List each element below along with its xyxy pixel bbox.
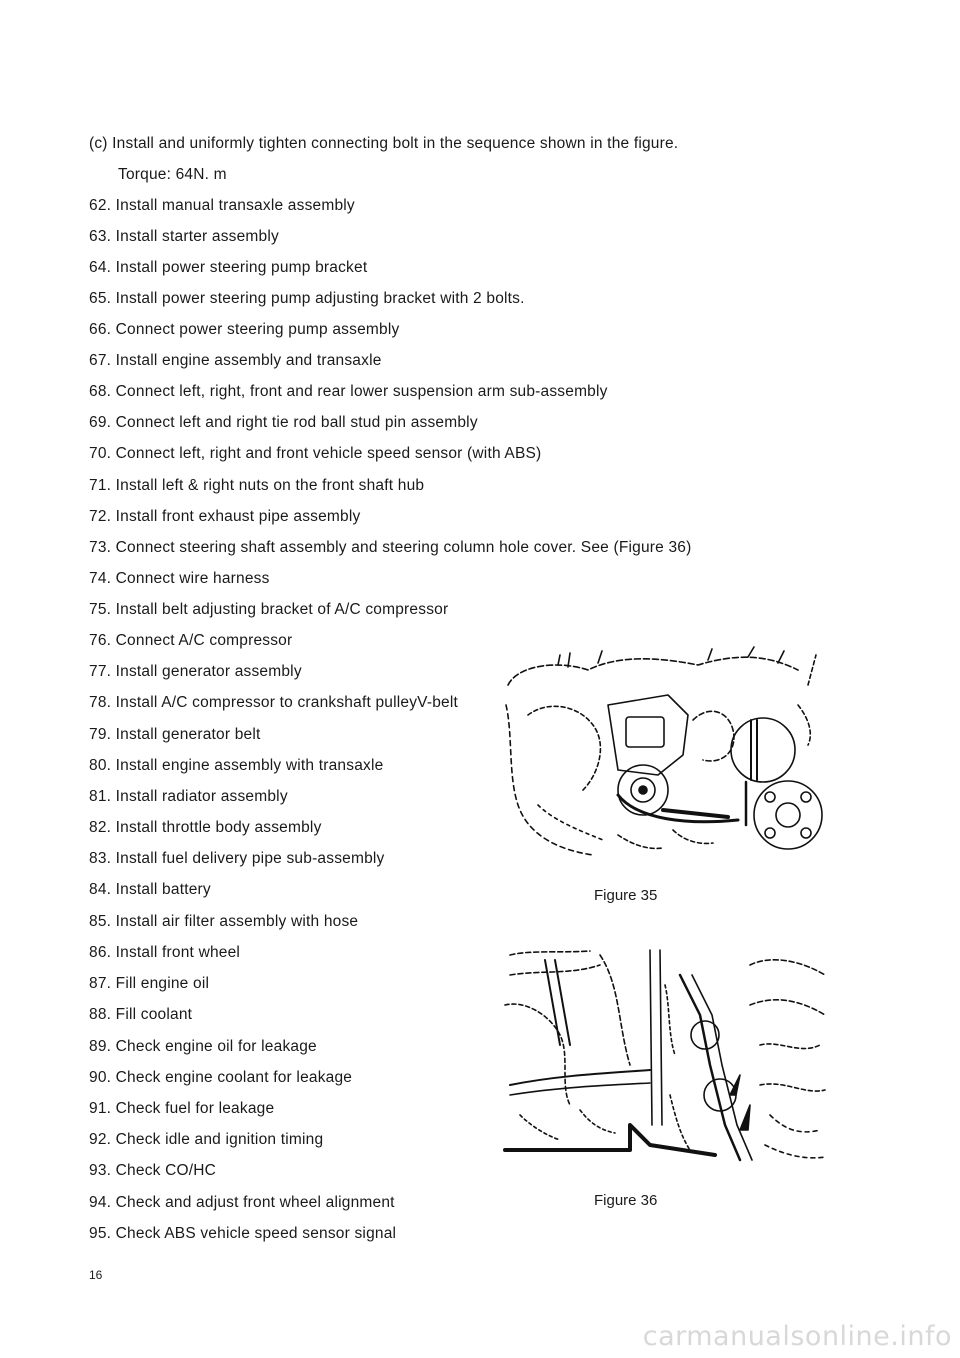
step-95: 95. Check ABS vehicle speed sensor signal [89, 1225, 397, 1242]
step-70: 70. Connect left, right and front vehicle speed sensor (with ABS) [89, 445, 542, 462]
step-67: 67. Install engine assembly and transaxle [89, 352, 382, 369]
step-83: 83. Install fuel delivery pipe sub-assembly [89, 850, 385, 867]
step-75: 75. Install belt adjusting bracket of A/C compressor [89, 601, 449, 618]
step-77: 77. Install generator assembly [89, 663, 302, 680]
step-76: 76. Connect A/C compressor [89, 632, 293, 649]
page-number: 16 [89, 1268, 103, 1282]
step-68: 68. Connect left, right, front and rear lower suspension arm sub-assembly [89, 383, 608, 400]
step-93: 93. Check CO/HC [89, 1162, 217, 1179]
step-89: 89. Check engine oil for leakage [89, 1038, 317, 1055]
step-79: 79. Install generator belt [89, 726, 261, 743]
step-87: 87. Fill engine oil [89, 975, 210, 992]
step-88: 88. Fill coolant [89, 1006, 193, 1023]
figure-35-illustration [498, 645, 828, 865]
step-71: 71. Install left & right nuts on the front shaft hub [89, 477, 425, 494]
step-69: 69. Connect left and right tie rod ball stud pin assembly [89, 414, 478, 431]
step-94: 94. Check and adjust front wheel alignment [89, 1194, 395, 1211]
figure-36-illustration [500, 945, 830, 1175]
step-91: 91. Check fuel for leakage [89, 1100, 275, 1117]
torque-spec: Torque: 64N. m [118, 166, 227, 183]
step-90: 90. Check engine coolant for leakage [89, 1069, 353, 1086]
step-82: 82. Install throttle body assembly [89, 819, 322, 836]
step-72: 72. Install front exhaust pipe assembly [89, 508, 361, 525]
step-84: 84. Install battery [89, 881, 211, 898]
step-c: (c) Install and uniformly tighten connecting bolt in the sequence shown in the figure. [89, 135, 679, 152]
step-74: 74. Connect wire harness [89, 570, 270, 587]
step-86: 86. Install front wheel [89, 944, 241, 961]
step-80: 80. Install engine assembly with transaxle [89, 757, 384, 774]
step-92: 92. Check idle and ignition timing [89, 1131, 324, 1148]
figure-36-caption: Figure 36 [594, 1192, 658, 1209]
step-78: 78. Install A/C compressor to crankshaft pulleyV-belt [89, 694, 458, 711]
step-65: 65. Install power steering pump adjusting bracket with 2 bolts. [89, 290, 525, 307]
step-64: 64. Install power steering pump bracket [89, 259, 368, 276]
step-81: 81. Install radiator assembly [89, 788, 288, 805]
watermark-text: carmanualsonline.info [642, 1321, 952, 1352]
step-62: 62. Install manual transaxle assembly [89, 197, 355, 214]
step-63: 63. Install starter assembly [89, 228, 279, 245]
figure-35-caption: Figure 35 [594, 887, 658, 904]
step-66: 66. Connect power steering pump assembly [89, 321, 400, 338]
step-73: 73. Connect steering shaft assembly and steering column hole cover. See (Figure 36) [89, 539, 692, 556]
step-85: 85. Install air filter assembly with hose [89, 913, 359, 930]
